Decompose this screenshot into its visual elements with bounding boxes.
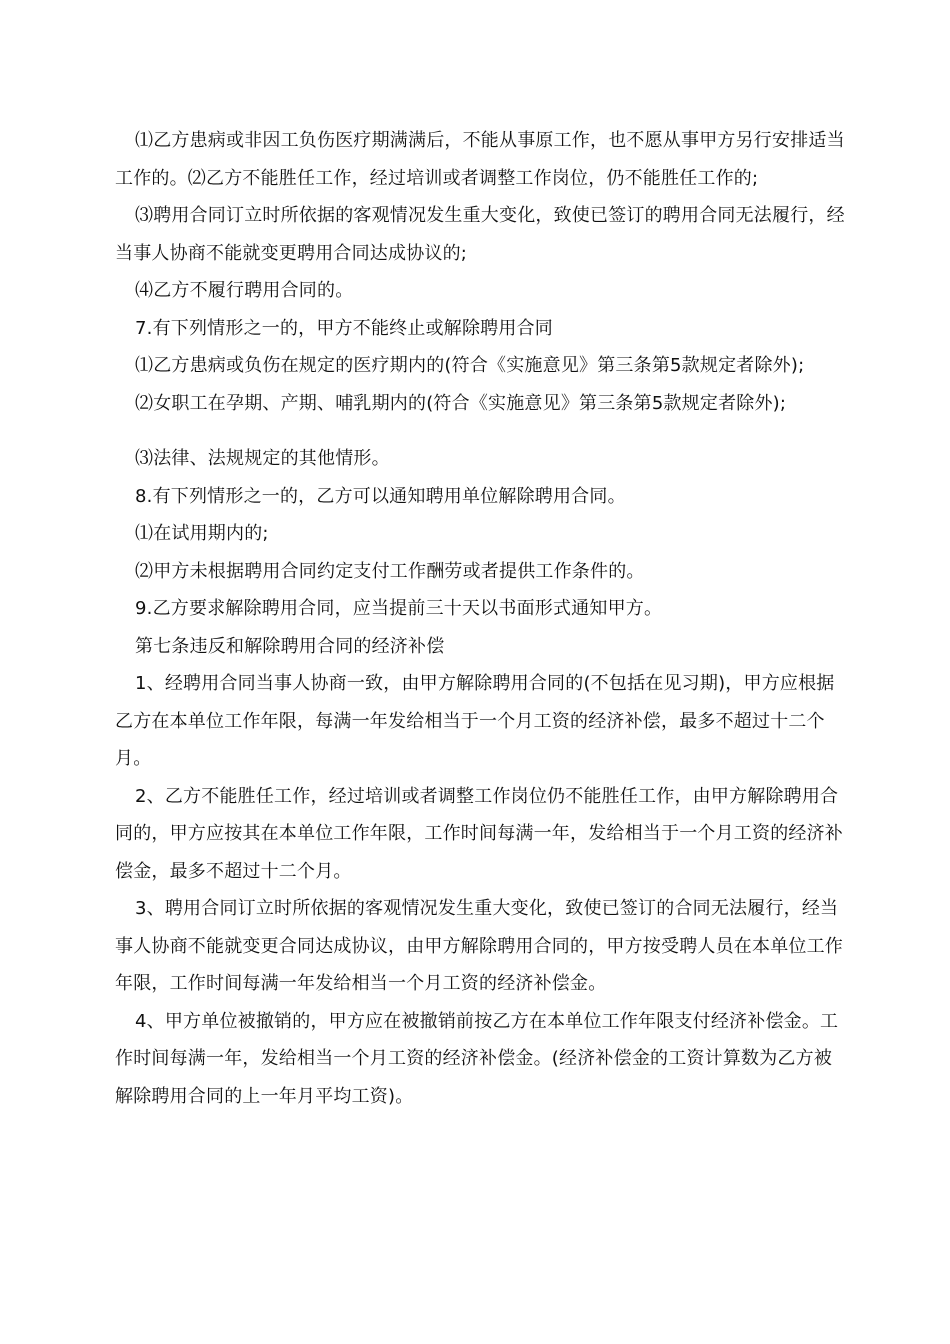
paragraph: ⑴乙方患病或非因工负伤医疗期满满后，不能从事原工作，也不愿从事甲方另行安排适当工作的。⑵乙方不能胜任工作，经过培训或者调整工作岗位，仍不能胜任工作的; [115, 130, 845, 189]
paragraph: ⑵女职工在孕期、产期、哺乳期内的(符合《实施意见》第三条第5款规定者除外); [135, 392, 787, 414]
paragraph: 2、乙方不能胜任工作，经过培训或者调整工作岗位仍不能胜任工作，由甲方解除聘用合同的，甲方应按其在本单位工作年限，工作时间每满一年，发给相当于一个月工资的经济补偿金，最多不超过十二个月。 [115, 785, 843, 882]
paragraph: 3、聘用合同订立时所依据的客观情况发生重大变化，致使已签订的合同无法履行，经当事人协商不能就变更合同达成协议，由甲方解除聘用合同的，甲方按受聘人员在本单位工作年限，工作时间每满一年发给相当一个月工资的经济补偿金。 [115, 898, 843, 994]
paragraph: ⑷乙方不履行聘用合同的。 [135, 280, 354, 301]
paragraph: 7.有下列情形之一的，甲方不能终止或解除聘用合同 [135, 317, 553, 339]
section-heading: 第七条违反和解除聘用合同的经济补偿 [135, 635, 445, 657]
document-body [115, 122, 845, 1115]
paragraph: 1、经聘用合同当事人协商一致，由甲方解除聘用合同的(不包括在见习期)，甲方应根据乙方在本单位工作年限，每满一年发给相当于一个月工资的经济补偿，最多不超过十二个月。 [115, 673, 835, 769]
paragraph: 4、甲方单位被撤销的，甲方应在被撤销前按乙方在本单位工作年限支付经济补偿金。工作时间每满一年，发给相当一个月工资的经济补偿金。(经济补偿金的工资计算数为乙方被解除聘用合同的上一年月平均工资)。 [115, 1010, 839, 1107]
paragraph: ⑴乙方患病或负伤在规定的医疗期内的(符合《实施意见》第三条第5款规定者除外); [135, 355, 805, 376]
paragraph: 9.乙方要求解除聘用合同，应当提前三十天以书面形式通知甲方。 [135, 598, 663, 619]
paragraph: ⑴在试用期内的; [135, 523, 269, 544]
paragraph: ⑶聘用合同订立时所依据的客观情况发生重大变化，致使已签订的聘用合同无法履行，经当事人协商不能就变更聘用合同达成协议的; [115, 205, 845, 264]
paragraph: ⑵甲方未根据聘用合同约定支付工作酬劳或者提供工作条件的。 [135, 560, 645, 582]
paragraph: ⑶法律、法规规定的其他情形。 [135, 448, 390, 469]
paragraph: 8.有下列情形之一的，乙方可以通知聘用单位解除聘用合同。 [135, 485, 626, 507]
paragraph-gap [115, 422, 845, 440]
